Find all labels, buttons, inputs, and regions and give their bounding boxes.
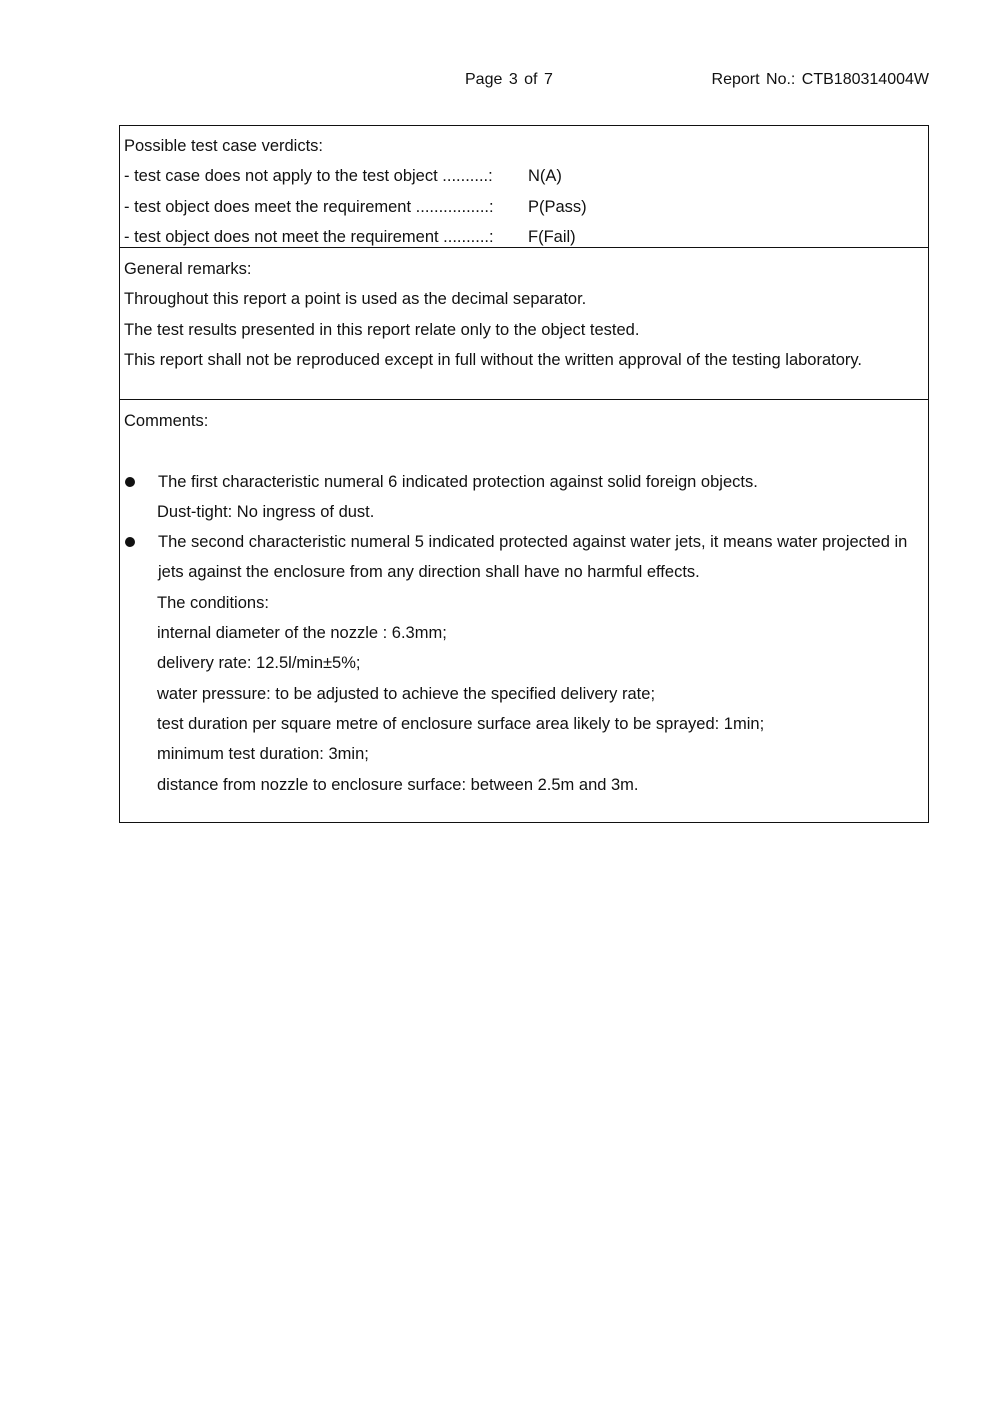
comments-title: Comments: <box>124 412 209 430</box>
comment-detail-line: water pressure: to be adjusted to achieve the specified delivery rate; <box>157 684 656 703</box>
verdict-value: N(A) <box>528 167 562 186</box>
page-header <box>0 71 1000 93</box>
comment-bullet <box>124 527 928 588</box>
comment-detail-line: Dust-tight: No ingress of dust. <box>157 502 375 521</box>
spacer <box>124 436 928 466</box>
verdicts-section <box>120 126 928 247</box>
report-box <box>119 125 929 823</box>
comments-section <box>120 399 928 822</box>
verdict-row <box>124 192 928 222</box>
comment-detail-line: The conditions: <box>157 593 269 612</box>
verdict-value: P(Pass) <box>528 197 587 216</box>
verdict-description: - test object does not meet the requirement ..........: <box>124 228 494 247</box>
verdict-row <box>124 222 928 247</box>
page-number: Page 3 of 7 <box>465 71 553 88</box>
comment-bullet <box>124 467 928 497</box>
bullet-text: The first characteristic numeral 6 indicated protection against solid foreign objects. <box>158 472 758 491</box>
bullet-text: The second characteristic numeral 5 indicated protected against water jets, it means water projected in jets against the enclosure from any direction shall have no harmful effects. <box>158 533 908 582</box>
comment-detail-line: internal diameter of the nozzle : 6.3mm; <box>157 624 447 643</box>
report-number: Report No.: CTB180314004W <box>711 71 929 88</box>
general-remarks-section <box>120 247 928 399</box>
verdict-description: - test object does meet the requirement ................: <box>124 197 494 216</box>
verdict-description: - test case does not apply to the test object ..........: <box>124 167 493 186</box>
comment-detail-line: delivery rate: 12.5l/min±5%; <box>157 654 361 673</box>
comment-detail-line: test duration per square metre of enclosure surface area likely to be sprayed: 1min; <box>157 714 765 733</box>
bullet-dot-icon <box>125 537 135 547</box>
bullet-dot-icon <box>125 477 135 487</box>
remark-line: The test results presented in this report relate only to the object tested. <box>124 320 640 339</box>
comment-detail-line: minimum test duration: 3min; <box>157 745 369 764</box>
remark-line: Throughout this report a point is used as the decimal separator. <box>124 290 587 309</box>
remark-line: This report shall not be reproduced except in full without the written approval of the testing laboratory. <box>124 350 863 369</box>
remarks-title: General remarks: <box>124 260 252 278</box>
verdict-row <box>124 161 928 191</box>
comment-detail-line: distance from nozzle to enclosure surface: between 2.5m and 3m. <box>157 775 639 794</box>
verdict-value: F(Fail) <box>528 228 576 247</box>
verdicts-title: Possible test case verdicts: <box>124 137 323 155</box>
